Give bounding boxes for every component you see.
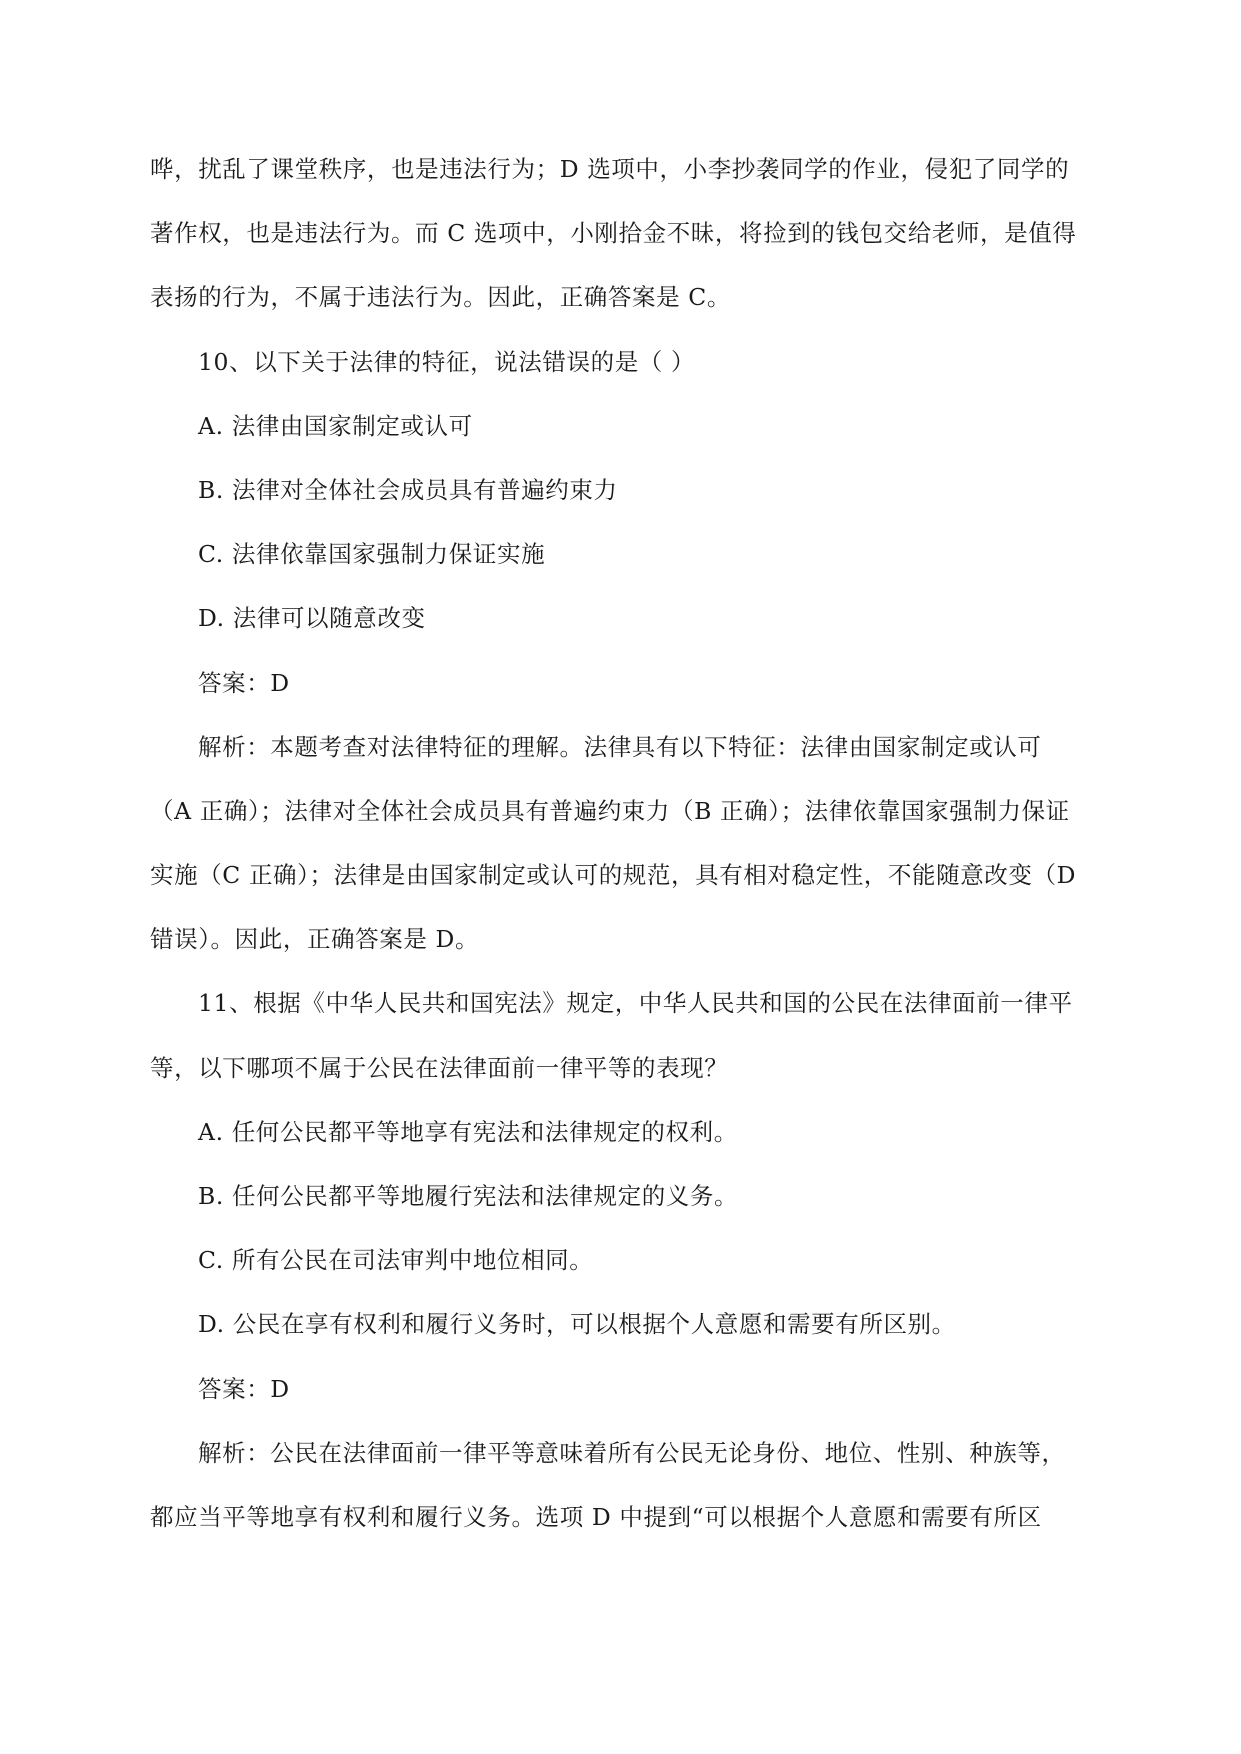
question-11-option-b: B. 任何公民都平等地履行宪法和法律规定的义务。	[198, 1182, 739, 1210]
question-10-answer: 答案：D	[198, 668, 290, 697]
question-10-option-b: B. 法律对全体社会成员具有普遍约束力	[198, 475, 618, 504]
text-line: （A 正确）；法律对全体社会成员具有普遍约束力（B 正确）；法律依靠国家强制力保证	[150, 796, 1070, 825]
text-line: 著作权，也是违法行为。而 C 选项中，小刚拾金不昧，将捡到的钱包交给老师，是值得	[150, 219, 1077, 248]
question-11-option-d: D. 公民在享有权利和履行义务时，可以根据个人意愿和需要有所区别。	[198, 1310, 956, 1339]
question-10-option-c: C. 法律依靠国家强制力保证实施	[198, 540, 546, 569]
question-11-answer: 答案：D	[198, 1374, 290, 1403]
question-10-analysis: 解析：本题考查对法律特征的理解。法律具有以下特征：法律由国家制定或认可	[198, 732, 1042, 761]
question-10-option-d: D. 法律可以随意改变	[198, 604, 426, 633]
text-line: 都应当平等地享有权利和履行义务。选项 D 中提到“可以根据个人意愿和需要有所区	[150, 1502, 1042, 1531]
text-line: 等，以下哪项不属于公民在法律面前一律平等的表现？	[150, 1053, 729, 1082]
text-line: 错误）。因此，正确答案是 D。	[150, 925, 480, 954]
question-11-stem: 11、根据《中华人民共和国宪法》规定，中华人民共和国的公民在法律面前一律平	[198, 989, 1073, 1018]
question-10-option-a: A. 法律由国家制定或认可	[198, 411, 473, 440]
text-line: 哗，扰乱了课堂秩序，也是违法行为；D 选项中，小李抄袭同学的作业，侵犯了同学的	[150, 155, 1070, 183]
question-11-option-c: C. 所有公民在司法审判中地位相同。	[198, 1246, 594, 1275]
question-10-stem: 10、以下关于法律的特征，说法错误的是（ ）	[198, 347, 696, 376]
document-body	[150, 137, 1098, 1549]
text-line: 实施（C 正确）；法律是由国家制定或认可的规范，具有相对稳定性，不能随意改变（D	[150, 861, 1077, 890]
text-line: 表扬的行为，不属于违法行为。因此，正确答案是 C。	[150, 283, 731, 312]
question-11-option-a: A. 任何公民都平等地享有宪法和法律规定的权利。	[198, 1117, 738, 1146]
question-11-analysis: 解析：公民在法律面前一律平等意味着所有公民无论身份、地位、性别、种族等，	[198, 1438, 1066, 1467]
